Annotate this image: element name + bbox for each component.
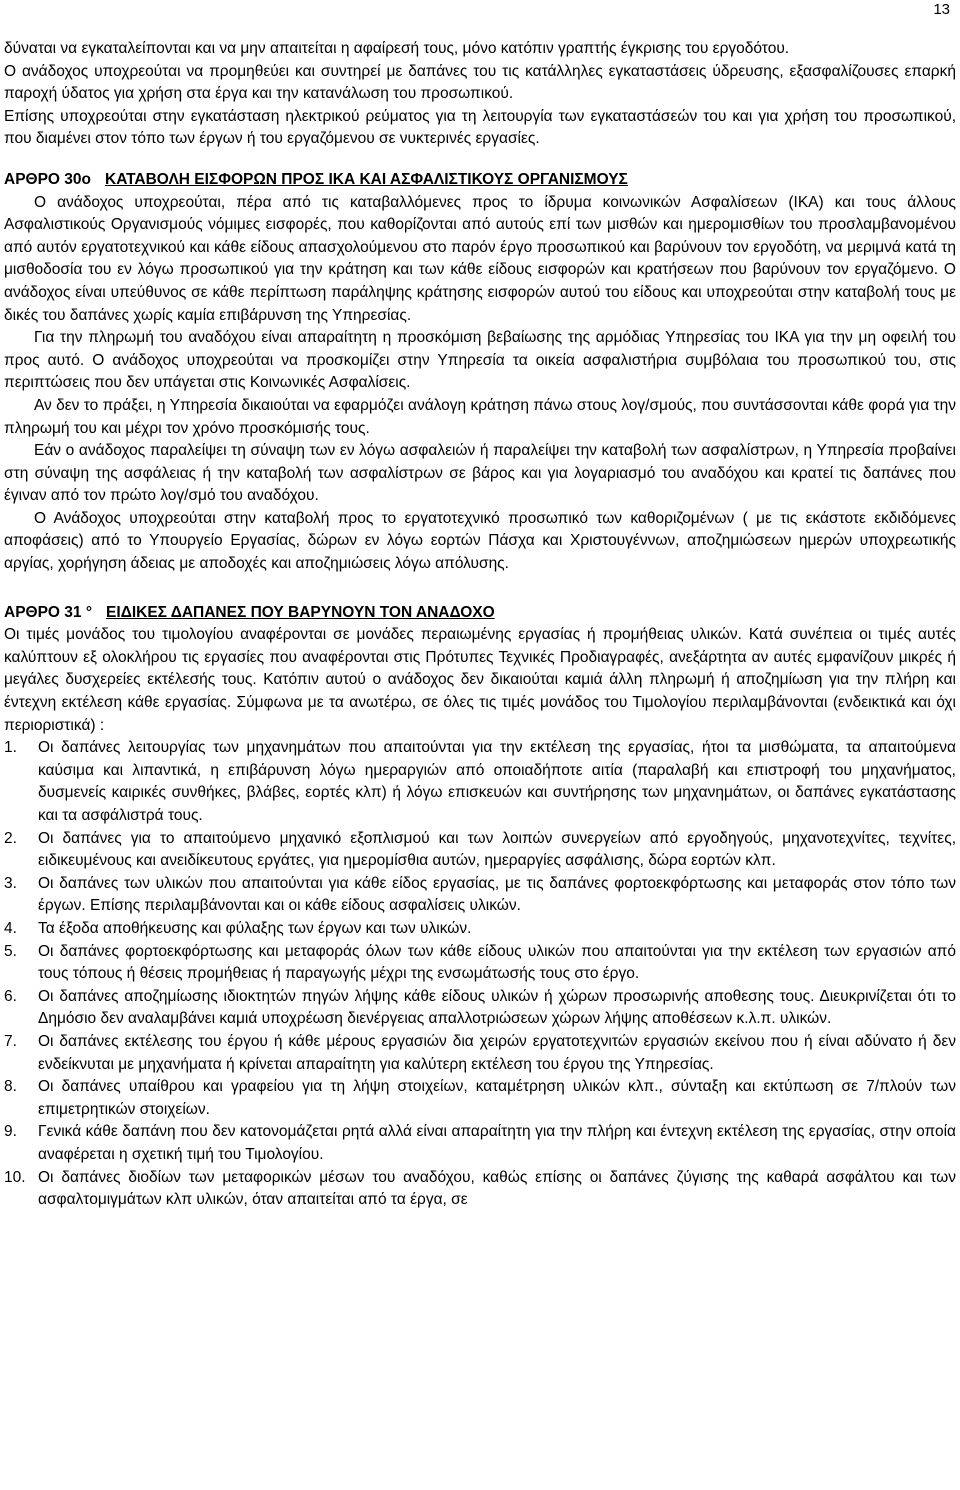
list-item-text: Τα έξοδα αποθήκευσης και φύλαξης των έργων και των υλικών. xyxy=(38,919,472,937)
list-item-number: 8. xyxy=(4,1078,17,1096)
paragraph-continuation: δύναται να εγκαταλείπονται και να μην απαιτείται η αφαίρεσή τους, μόνο κατόπιν γραπτής έγκρισης του εργοδότου. xyxy=(4,40,790,57)
list-item xyxy=(4,873,956,918)
paragraph-water-supply: Ο ανάδοχος υποχρεούται να προμηθεύει και συντηρεί με δαπάνες του τις κατάλληλες εγκαταστάσεις ύδρευσης, εξασφαλίζουσες επαρκή παροχή ύδατος για χρήση στα έργα και την κατανάλωση του προσωπικού. xyxy=(4,62,956,103)
list-item-number: 5. xyxy=(4,942,17,960)
article-30-label: ΑΡΘΡΟ 30ο xyxy=(4,170,91,188)
list-item xyxy=(4,737,956,827)
list-item-number: 1. xyxy=(4,739,17,757)
list-item-number: 7. xyxy=(4,1032,17,1050)
article-31-intro: Οι τιμές μονάδος του τιμολογίου αναφέρονται σε μονάδες περαιωμένης εργασίας ή προμήθειας υλικών. Κατά συνέπεια οι τιμές αυτές καλύπτουν εξ ολοκλήρου τις εργασίες που αναφέρονται στις Πρότυπες Τεχνικές Προδιαγραφές, ανεξάρτητα αν αυτές εμφανίζουν μικρές ή μεγάλες δυσχερείες εκτέλεσής τους. Κατόπιν αυτού ο ανάδοχος δεν δικαιούται καμιά άλλη πληρωμή ή αποζημίωση για την πλήρη και έντεχνη εκτέλεση κάθε εργασίας. Σύμφωνα με τα ανωτέρω, σε όλες τις τιμές μονάδος του Τιμολογίου περιλαμβάνονται (ενδεικτικά και όχι περιοριστικά) : xyxy=(4,626,956,734)
list-item-text: Γενικά κάθε δαπάνη που δεν κατονομάζεται ρητά αλλά είναι απαραίτητη για την πλήρη και έντεχνη εκτέλεση της εργασίας, στην οποία αναφέρεται η σχετική τιμή του Τιμολογίου. xyxy=(38,1123,956,1163)
list-item xyxy=(4,1121,956,1166)
article-31-title: ΕΙΔΙΚΕΣ ΔΑΠΑΝΕΣ ΠΟΥ ΒΑΡΥΝΟΥΝ ΤΟΝ ΑΝΑΔΟΧΟ xyxy=(106,603,495,621)
article-30-paragraph-1: Ο ανάδοχος υποχρεούται, πέρα από τις καταβαλλόμενες προς το ίδρυμα κοινωνικών Ασφαλίσεων (ΙΚΑ) και τους άλλους Ασφαλιστικούς Οργανισμούς νόμιμες εισφορές, που καθορίζονται από αυτούς επί των μισθών και ημερομισθίων του προσλαμβανομένου από αυτόν εργατοτεχνικού και κάθε είδους απασχολούμενου στο παρόν έργο προσωπικού και βαρύνουν τον εργοδότη, να μεριμνά κατά τη μισθοδοσία του εν λόγω προσωπικού για την κράτηση και των κάθε είδους εισφορών και κρατήσεων που βαρύνουν τον εργαζόμενο. Ο ανάδοχος είναι υπεύθυνος σε κάθε περίπτωση παράληψης κράτησης εισφορών αυτού του είδους και υποχρεούται στην καταβολή τους με δικές του δαπάνες χωρίς καμία επιβάρυνση της Υπηρεσίας. xyxy=(4,193,956,324)
list-item-text: Οι δαπάνες λειτουργίας των μηχανημάτων που απαιτούνται για την εκτέλεση της εργασίας, ήτοι τα μισθώματα, τα απαιτούμενα καύσιμα και λιπαντικά, η επιβάρυνση λόγω ημεραργιών από οποιαδήποτε αιτία (παραλαβή και επιστροφή του μηχανήματος, δυσμενείς καιρικές συνθήκες, βλάβες, εορτές κλπ) ή λόγω επισκευών και συντήρησης των μηχανημάτων, οι δαπάνες εγκατάστασης και τα ασφάλιστρά τους. xyxy=(38,739,956,824)
list-item-number: 4. xyxy=(4,919,17,937)
list-item xyxy=(4,918,956,941)
article-31 xyxy=(4,602,956,1212)
list-item-text: Οι δαπάνες αποζημίωσης ιδιοκτητών πηγών λήψης κάθε είδους υλικών ή χώρων προσωρινής αποθεσης τους. Διευκρινίζεται ότι το Δημόσιο δεν αναλαμβάνει καμιά υποχρέωση διενέργειας απαλλοτριώσεων χώρων λήψης αποθέσεων κ.λ.π. υλικών. xyxy=(38,987,956,1028)
list-item-text: Οι δαπάνες για το απαιτούμενο μηχανικό εξοπλισμού και των λοιπών συνεργείων από εργοδηγούς, μηχανοτεχνίτες, τεχνίτες, ειδικευμένους και ανειδίκευτους εργάτες, για ημερομίσθια αυτών, ημεραργίες ασφάλισης, δώρα εορτών κλπ. xyxy=(38,829,956,870)
article-31-label: ΑΡΘΡΟ 31 ° xyxy=(4,603,93,621)
list-item-text: Οι δαπάνες διοδίων των μεταφορικών μέσων του αναδόχου, καθώς επίσης οι δαπάνες ζύγισης της καθαρά ασφάλτου και των ασφαλτομιγμάτων κλπ υλικών, όταν απαιτείται από τα έργα, σε xyxy=(38,1168,956,1209)
paragraph-electricity: Επίσης υποχρεούται στην εγκατάσταση ηλεκτρικού ρεύματος για τη λειτουργία των εγκαταστάσεών του και για χρήση του προσωπικού, που διαμένει στον τόπο των έργων ή του εργαζόμενου σε νυκτερινές εργασίες. xyxy=(4,107,956,148)
list-item-number: 2. xyxy=(4,829,17,847)
article-31-heading xyxy=(4,602,956,625)
list-item-text: Οι δαπάνες εκτέλεσης του έργου ή κάθε μέρους εργασιών δια χειρών εργατοτεχνιτών εργασιών εκείνου που ή είναι αδύνατο ή δεν ενδείκνυται με μηχανήματα ή κρίνεται απαραίτητη για καλύτερη εκτέλεση του έργου της Υπηρεσίας. xyxy=(38,1032,956,1073)
list-item xyxy=(4,1031,956,1076)
page-number: 13 xyxy=(933,1,950,18)
list-item xyxy=(4,986,956,1031)
article-30-heading xyxy=(4,169,956,192)
list-item-text: Οι δαπάνες των υλικών που απαιτούνται για κάθε είδος εργασίας, με τις δαπάνες φορτοεκφόρτωσης και μεταφοράς στον τόπο των έργων. Επίσης περιλαμβάνονται και οι κάθε είδους ασφαλίσεις υλικών. xyxy=(38,874,956,915)
list-item xyxy=(4,1167,956,1212)
article-30 xyxy=(4,169,956,576)
list-item-text: Οι δαπάνες φορτοεκφόρτωσης και μεταφοράς όλων των κάθε είδους υλικών που απαιτούνται για την εκτέλεση των εργασιών από τους τόπους ή θέσεις προμήθειας ή παραγωγής μέχρι της ενσωμάτωσής τους στο έργο. xyxy=(38,942,956,983)
article-30-paragraph-3: Αν δεν το πράξει, η Υπηρεσία δικαιούται να εφαρμόζει ανάλογη κράτηση πάνω στους λογ/σμούς, που συντάσσονται κάθε φορά για την πληρωμή του και μέχρι τον χρόνο προσκόμισής τους. xyxy=(4,396,956,437)
document-page xyxy=(4,0,956,1212)
expense-list xyxy=(4,737,956,1211)
list-item xyxy=(4,828,956,873)
article-30-paragraph-4: Εάν ο ανάδοχος παραλείψει τη σύναψη των εν λόγω ασφαλειών ή παραλείψει την καταβολή των ασφαλίστρων, η Υπηρεσία προβαίνει στη σύναψη της ασφάλειας ή την καταβολή των ασφαλίστρων σε βάρος και για λογαριασμό του αναδόχου και κρατεί τις δαπάνες που έγιναν από τον πρώτο λογ/σμό του αναδόχου. xyxy=(4,442,956,505)
article-30-paragraph-2: Για την πληρωμή του αναδόχου είναι απαραίτητη η προσκόμιση βεβαίωσης της αρμόδιας Υπηρεσίας του ΙΚΑ για την μη οφειλή του προς αυτό. Ο ανάδοχος υποχρεούται να προσκομίζει στην Υπηρεσία τα οικεία ασφαλιστήρια συμβόλαια του προσωπικού του, στις περιπτώσεις που δεν υπάγεται στις Κοινωνικές Ασφαλίσεις. xyxy=(4,329,956,392)
list-item xyxy=(4,941,956,986)
list-item-number: 6. xyxy=(4,987,17,1005)
list-item-text: Οι δαπάνες υπαίθρου και γραφείου για τη λήψη στοιχείων, καταμέτρηση υλικών κλπ., σύνταξη και εκτύπωση σε 7/πλούν των επιμετρητικών στοιχείων. xyxy=(38,1078,956,1118)
list-item xyxy=(4,1076,956,1121)
list-item-number: 9. xyxy=(4,1123,17,1141)
article-30-paragraph-5: Ο Ανάδοχος υποχρεούται στην καταβολή προς το εργατοτεχνικό προσωπικό των καθοριζομένων ( με τις εκάστοτε εκδιδόμενες αποφάσεις) από το Υπουργείο Εργασίας, δώρων εν λόγω εορτών Πάσχα και Χριστουγέννων, αποζημιώσεων ημερών υποχρεωτικής αργίας, χορήγηση άδειας με αποδοχές και αποζημιώσεις λόγω απόλυσης. xyxy=(4,509,956,573)
list-item-number: 3. xyxy=(4,874,17,892)
article-30-title: ΚΑΤΑΒΟΛΗ ΕΙΣΦΟΡΩΝ ΠΡΟΣ ΙΚΑ ΚΑΙ ΑΣΦΑΛΙΣΤΙΚΟΥΣ ΟΡΓΑΝΙΣΜΟΥΣ xyxy=(105,170,628,188)
list-item-number: 10. xyxy=(4,1168,26,1186)
